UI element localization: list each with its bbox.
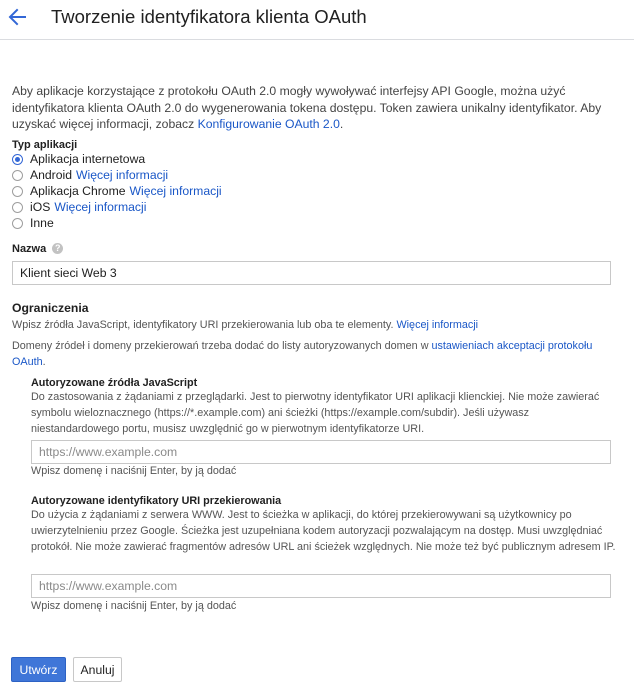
redirect-uris-title: Autoryzowane identyfikatory URI przekierowania [31, 495, 282, 507]
ios-more-info-link[interactable]: Więcej informacji [54, 200, 147, 214]
restrictions-more-info-link[interactable]: Więcej informacji [396, 319, 479, 331]
domains-note-text: Domeny źródeł i domeny przekierowań trzeba dodać do listy autoryzowanych domen w [12, 340, 432, 352]
create-button[interactable]: Utwórz [11, 657, 66, 682]
oauth-config-link[interactable]: Konfigurowanie OAuth 2.0 [197, 117, 340, 131]
restrictions-desc [12, 317, 622, 333]
restrictions-desc-text: Wpisz źródła JavaScript, identyfikatory URI przekierowania lub oba te elementy. [12, 319, 394, 331]
radio-label: Inne [30, 216, 54, 230]
oauth-consent-settings-link[interactable]: ustawieniach akceptacji protokołu OAuth [12, 340, 593, 368]
android-more-info-link[interactable]: Więcej informacji [76, 168, 169, 182]
intro-suffix: . [339, 117, 344, 131]
name-label-text: Nazwa [12, 243, 47, 255]
js-origins-title: Autoryzowane źródła JavaScript [31, 377, 198, 389]
name-label [12, 243, 63, 255]
intro-text [12, 83, 617, 133]
js-origins-desc: Do zastosowania z żądaniami z przeglądarki. Jest to pierwotny identyfikator URI aplikacji klienckiej. Nie może zawierać symbolu wieloznacznego (https://*.example.com) ani ścieżki (https://example.com/subdir). Jeśli używasz niestandardowego portu, musisz uwzględnić go w pierwotnym identyfikatorze URI. [31, 391, 600, 435]
page-title: Tworzenie identyfikatora klienta OAuth [51, 6, 367, 27]
radio-label: Aplikacja internetowa [30, 152, 146, 166]
radio-button[interactable] [12, 154, 23, 165]
app-type-label: Typ aplikacji [12, 139, 78, 151]
js-origins-input[interactable] [31, 440, 611, 464]
radio-chrome-app[interactable] [12, 183, 222, 199]
cancel-button[interactable]: Anuluj [73, 657, 122, 682]
redirect-uris-hint: Wpisz domenę i naciśnij Enter, by ją dodać [31, 600, 237, 612]
chrome-more-info-link[interactable]: Więcej informacji [129, 184, 222, 198]
radio-label: iOS [30, 200, 51, 214]
radio-other[interactable] [12, 215, 54, 231]
redirect-uris-input[interactable] [31, 574, 611, 598]
name-input[interactable] [12, 261, 611, 285]
radio-android[interactable] [12, 167, 168, 183]
radio-button[interactable] [12, 218, 23, 229]
radio-button[interactable] [12, 202, 23, 213]
top-bar [0, 0, 634, 40]
domains-note [12, 338, 612, 370]
arrow-left-icon [6, 6, 28, 28]
domains-note-suffix: . [42, 356, 46, 368]
restrictions-title: Ograniczenia [12, 301, 89, 315]
radio-button[interactable] [12, 186, 23, 197]
back-button[interactable] [6, 6, 28, 28]
help-icon[interactable]: ? [52, 243, 63, 254]
js-origins-hint: Wpisz domenę i naciśnij Enter, by ją dodać [31, 465, 237, 477]
radio-label: Android [30, 168, 73, 182]
radio-label: Aplikacja Chrome [30, 184, 126, 198]
redirect-uris-desc: Do użycia z żądaniami z serwera WWW. Jest to ścieżka w aplikacji, do której przekierowywani są użytkownicy po uwierzytelnieniu przez Google. Ścieżka jest uzupełniana kodem autoryzacji pozwalającym na dostęp. Musi uwzględniać protokół. Nie może zawierać fragmentów adresów URL ani ścieżek względnych. Nie może też być publicznym adresem IP. [31, 509, 616, 553]
radio-button[interactable] [12, 170, 23, 181]
radio-web-app[interactable] [12, 151, 145, 167]
radio-ios[interactable] [12, 199, 146, 215]
intro-body: Aby aplikacje korzystające z protokołu OAuth 2.0 mogły wywoływać interfejsy API Google, można użyć identyfikatora klienta OAuth 2.0 do wygenerowania tokena dostępu. Token zawiera unikalny identyfikator. Aby uzyskać więcej informacji, zobacz [12, 84, 602, 131]
